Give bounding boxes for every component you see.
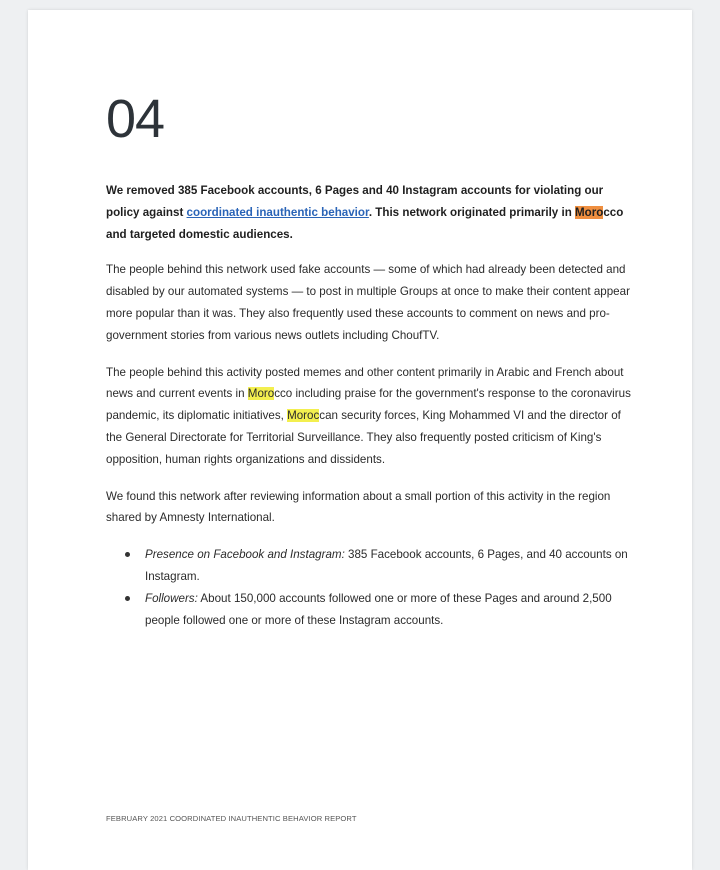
lead-text: We removed 385 Facebook accounts, 6 Pages and 40 Instagram accounts for violating our policy against: [106, 184, 604, 219]
document-page: [28, 10, 692, 870]
bullet-term: Presence on Facebook and Instagram:: [145, 548, 345, 562]
paragraph-network-behavior: The people behind this network used fake accounts — some of which had already been detected and disabled by our automated systems — to post in multiple Groups at once to make their content appear more popular than it was. They also frequently used these accounts to comment on news and pro-government stories from various news outlets including ChoufTV.: [106, 263, 630, 342]
bullet-text: About 150,000 accounts followed one or more of these Pages and around 2,500 people followed one or more of these Instagram accounts.: [145, 591, 612, 627]
paragraph-text: The people behind this activity posted memes and other content primarily in Arabic and French about news and current events in: [106, 365, 624, 401]
report-body: [106, 180, 631, 631]
paragraph-text: can security forces, King Mohammed VI and the director of the General Directorate for Territorial Surveillance. They also frequently posted criticism of King's opposition, human rights organizations and dissidents.: [106, 409, 621, 466]
paragraph-text: cco including praise for the government's response to the coronavirus pandemic, its diplomatic initiatives,: [106, 387, 631, 423]
page-footer: FEBRUARY 2021 COORDINATED INAUTHENTIC BEHAVIOR REPORT: [106, 814, 357, 823]
paragraph-content-topics: [106, 362, 631, 471]
section-number: 04: [106, 89, 165, 149]
list-item-presence: [145, 544, 631, 588]
search-highlight: Moro: [247, 387, 275, 401]
search-highlight: Moroc: [287, 409, 320, 423]
stats-list: [106, 544, 631, 631]
search-highlight-current: Moro: [575, 205, 604, 219]
bullet-text: 385 Facebook accounts, 6 Pages, and 40 accounts on Instagram.: [145, 548, 628, 583]
list-item-followers: [145, 588, 631, 632]
bullet-term: Followers:: [145, 591, 198, 605]
lead-text: . This network originated primarily in: [368, 205, 576, 219]
lead-paragraph: [106, 180, 631, 245]
paragraph-discovery: We found this network after reviewing information about a small portion of this activity in the region shared by Amnesty International.: [106, 489, 611, 525]
cib-policy-link[interactable]: coordinated inauthentic behavior: [186, 205, 369, 219]
lead-text: cco and targeted domestic audiences.: [106, 205, 624, 241]
